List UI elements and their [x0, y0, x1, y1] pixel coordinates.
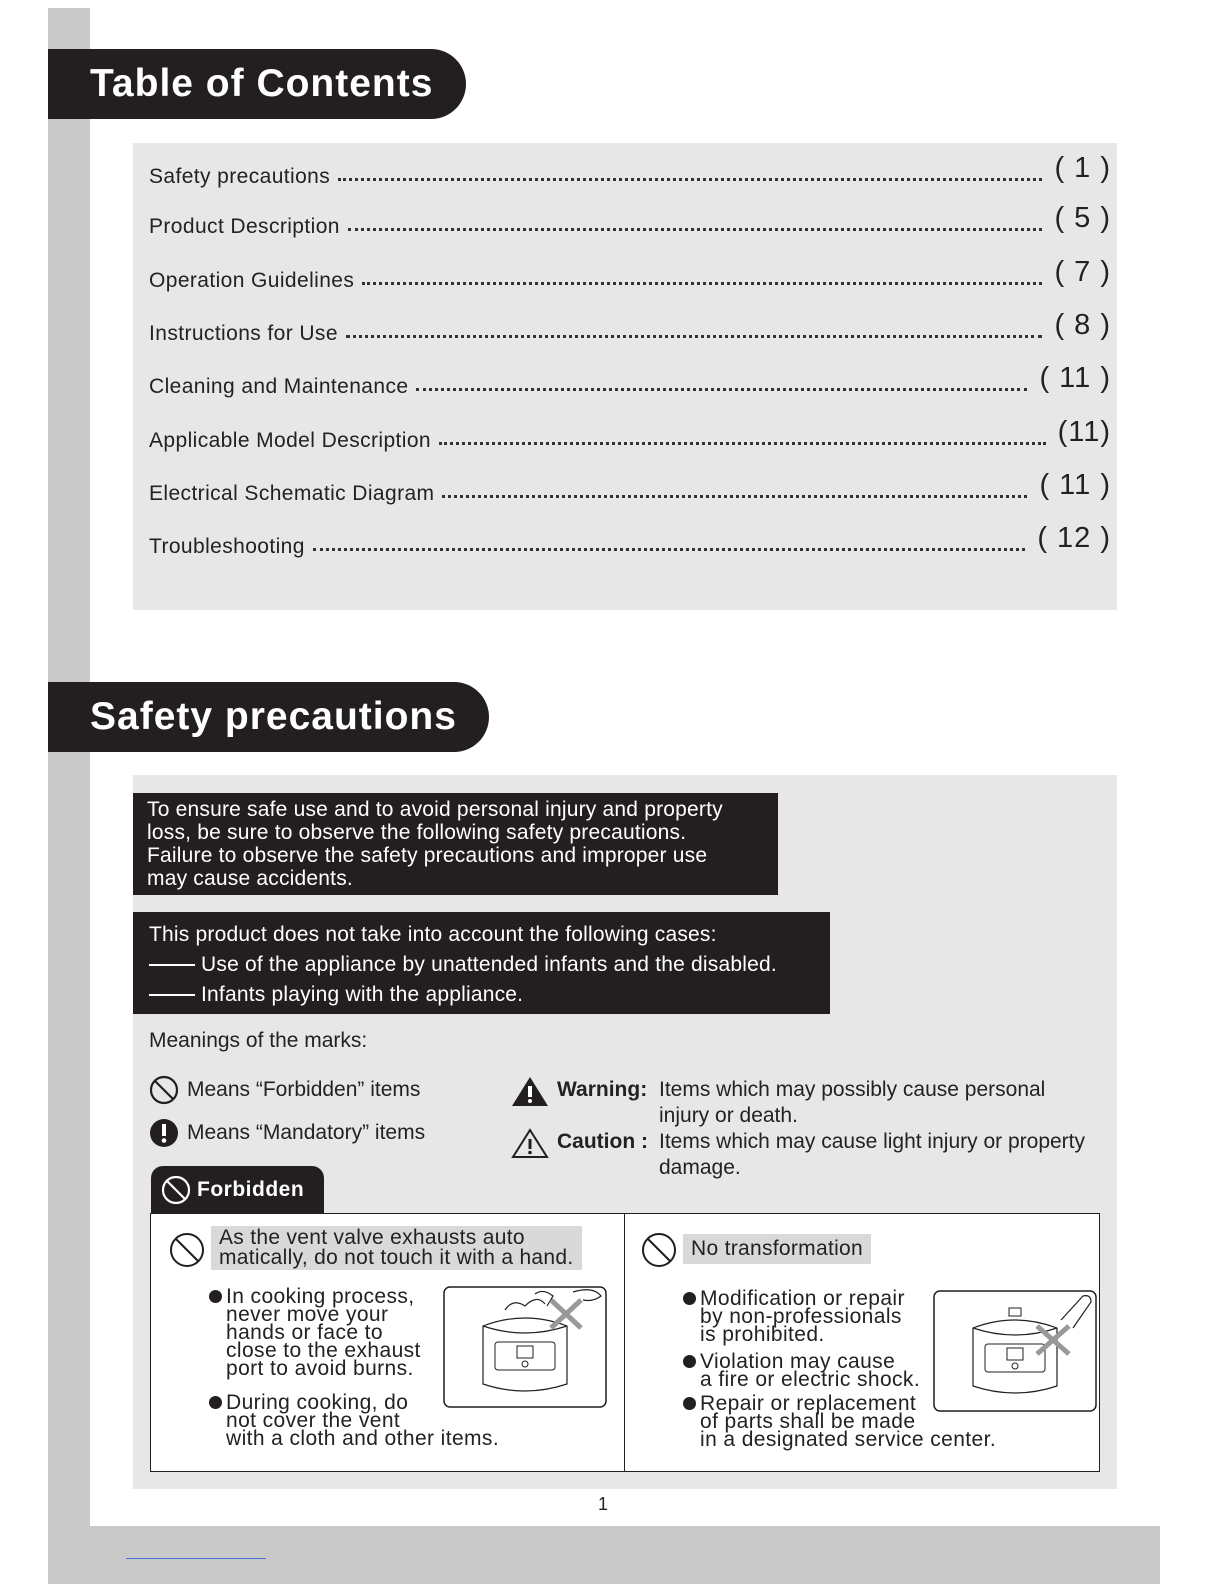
toc-entry-page: ( 11 ): [1039, 362, 1111, 394]
left-margin-bar: [48, 8, 90, 1584]
bullet-item: In cooking process, never move your hands or face to close to the exhaust port to avoid burns.: [209, 1288, 421, 1378]
case-item: Use of the appliance by unattended infants and the disabled.: [149, 950, 814, 980]
forbidden-icon: [641, 1232, 677, 1268]
dash-icon: [149, 994, 195, 996]
toc-entry-page: ( 8 ): [1054, 309, 1111, 341]
toc-entry[interactable]: [149, 363, 1111, 403]
forbidden-icon: [149, 1075, 179, 1105]
toc-entry[interactable]: [149, 203, 1111, 243]
warning-text: Items which may possibly cause personal injury or death.: [659, 1078, 1046, 1127]
vent-valve-panel: [150, 1213, 625, 1472]
toc-leader-dots: [416, 388, 1027, 391]
toc-entry[interactable]: [149, 417, 1111, 457]
intro-line: may cause accidents.: [147, 867, 353, 890]
toc-entry-page: ( 12 ): [1037, 522, 1111, 554]
bottom-margin-bar: [90, 1526, 1160, 1584]
cases-title: This product does not take into account the following cases:: [149, 923, 717, 946]
toc-entry[interactable]: [149, 310, 1111, 350]
toc-entry[interactable]: [149, 523, 1111, 563]
cooker-exhaust-illustration: [443, 1286, 607, 1408]
forbidden-icon: [169, 1232, 205, 1268]
dash-icon: [149, 964, 195, 966]
bullet-dot-icon: [683, 1355, 696, 1368]
footer-link-underline[interactable]: [126, 1558, 266, 1559]
intro-line: loss, be sure to observe the following safety precautions.: [147, 821, 687, 844]
toc-leader-dots: [362, 282, 1042, 285]
mandatory-mark-legend: Means “Mandatory” items: [149, 1118, 425, 1148]
toc-leader-dots: [313, 548, 1025, 551]
case-item: Infants playing with the appliance.: [149, 980, 814, 1010]
caution-text: Items which may cause light injury or property damage.: [659, 1130, 1085, 1179]
bullet-dot-icon: [683, 1292, 696, 1305]
toc-leader-dots: [439, 442, 1046, 445]
toc-entry-title: Safety precautions: [149, 165, 331, 188]
bullet-item: Modification or repair by non-professionals is prohibited.: [683, 1290, 905, 1344]
toc-leader-dots: [346, 335, 1043, 338]
bullet-dot-icon: [209, 1396, 222, 1409]
toc-entry-page: ( 11 ): [1039, 469, 1111, 501]
intro-line: Failure to observe the safety precautions and improper use: [147, 844, 708, 867]
bullet-item: Repair or replacement of parts shall be made in a designated service center.: [683, 1395, 996, 1449]
toc-entry-page: ( 7 ): [1054, 256, 1111, 288]
toc-panel: [133, 143, 1117, 610]
vent-valve-heading: As the vent valve exhausts auto matically, do not touch it with a hand.: [211, 1226, 582, 1270]
safety-panel: [133, 775, 1117, 1489]
toc-heading: Table of Contents: [48, 49, 466, 119]
forbidden-icon: [161, 1175, 191, 1205]
safety-heading: Safety precautions: [48, 682, 489, 752]
toc-entry-title: Troubleshooting: [149, 535, 305, 558]
toc-leader-dots: [338, 178, 1042, 181]
mandatory-icon: [149, 1118, 179, 1148]
forbidden-mark-legend: Means “Forbidden” items: [149, 1075, 420, 1105]
caution-icon: [511, 1127, 549, 1159]
toc-entry-title: Electrical Schematic Diagram: [149, 482, 435, 505]
toc-entry-title: Instructions for Use: [149, 322, 338, 345]
intro-line: To ensure safe use and to avoid personal injury and property: [147, 798, 723, 821]
toc-entry-title: Operation Guidelines: [149, 269, 355, 292]
cases-notice: [133, 912, 830, 1014]
toc-entry-title: Cleaning and Maintenance: [149, 375, 409, 398]
toc-leader-dots: [348, 228, 1043, 231]
bullet-dot-icon: [683, 1397, 696, 1410]
warning-legend: Warning: Items which may possibly cause personal injury or death.: [511, 1077, 1099, 1129]
warning-icon: [511, 1075, 549, 1107]
toc-entry-page: ( 1 ): [1054, 152, 1111, 184]
forbidden-tab: Forbidden: [151, 1166, 324, 1214]
no-transformation-panel: [624, 1213, 1100, 1472]
toc-entry-page: ( 5 ): [1054, 202, 1111, 234]
bullet-item: Violation may cause a fire or electric shock.: [683, 1353, 920, 1389]
cooker-repair-illustration: [933, 1290, 1097, 1412]
toc-entry[interactable]: [149, 153, 1111, 193]
toc-entry[interactable]: [149, 257, 1111, 297]
toc-entry-title: Product Description: [149, 215, 340, 238]
intro-notice: [133, 793, 778, 895]
toc-entry[interactable]: [149, 470, 1111, 510]
no-transformation-heading: No transformation: [683, 1234, 871, 1264]
toc-entry-title: Applicable Model Description: [149, 429, 432, 452]
page-number: 1: [598, 1494, 609, 1514]
toc-entry-page: (11): [1057, 416, 1111, 448]
bullet-dot-icon: [209, 1290, 222, 1303]
caution-legend: Caution : Items which may cause light injury or property damage.: [511, 1129, 1099, 1181]
meanings-title: Meanings of the marks:: [149, 1029, 368, 1052]
toc-leader-dots: [442, 495, 1027, 498]
bullet-item: During cooking, do not cover the vent with a cloth and other items.: [209, 1394, 499, 1448]
